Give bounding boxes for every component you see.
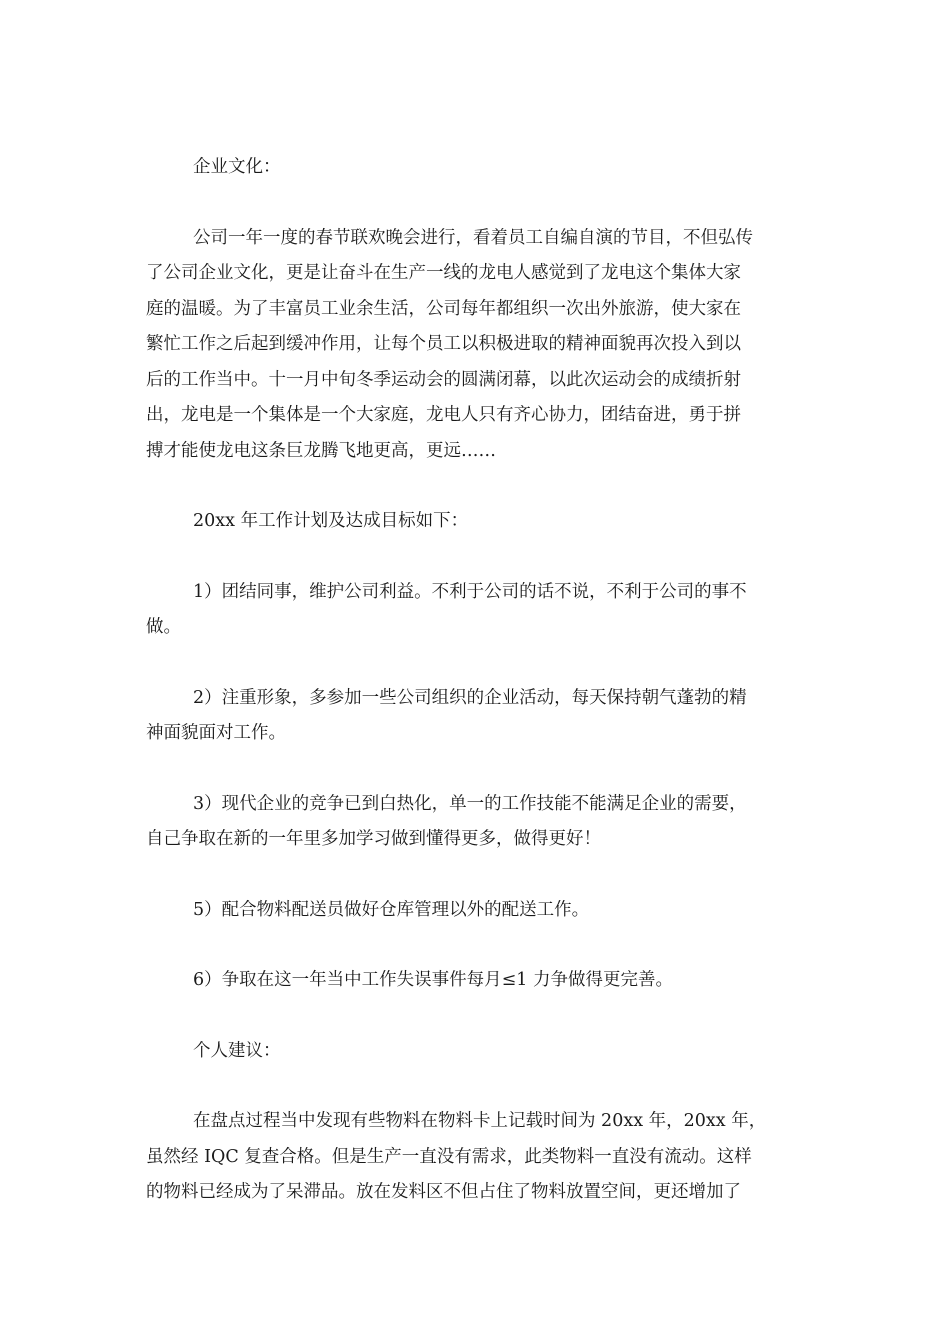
- culture-line-7: 搏才能使龙电这条巨龙腾飞地更高，更远……: [146, 440, 496, 461]
- plan-heading-block: [146, 504, 798, 540]
- culture-line-2: 了公司企业文化，更是让奋斗在生产一线的龙电人感觉到了龙电这个集体大家: [146, 263, 741, 283]
- culture-line-1: 公司一年一度的春节联欢晚会进行，看着员工自编自演的节目，不但弘传: [193, 227, 753, 248]
- suggestion-line-1: 在盘点过程当中发现有些物料在物料卡上记载时间为 20xx 年，20xx 年，: [193, 1111, 767, 1131]
- culture-heading-block: [146, 150, 798, 186]
- suggestion-heading: 个人建议：: [193, 1040, 281, 1061]
- suggestion-heading-block: [146, 1034, 798, 1070]
- plan-item-2: [146, 681, 798, 752]
- culture-line-6: 出，龙电是一个集体是一个大家庭，龙电人只有齐心协力，团结奋进，勇于拼: [146, 405, 741, 425]
- plan-item-2-line-2: 神面貌面对工作。: [146, 723, 286, 743]
- suggestion-paragraph: [146, 1104, 798, 1211]
- culture-line-4: 繁忙工作之后起到缓冲作用，让每个员工以积极进取的精神面貌再次投入到以: [146, 334, 741, 354]
- plan-item-2-line-1: 2）注重形象，多参加一些公司组织的企业活动，每天保持朝气蓬勃的精: [193, 687, 747, 708]
- plan-item-1-line-2: 做。: [146, 617, 181, 637]
- culture-line-5: 后的工作当中。十一月中旬冬季运动会的圆满闭幕，以此次运动会的成绩折射: [146, 369, 741, 390]
- culture-line-3: 庭的温暖。为了丰富员工业余生活，公司每年都组织一次出外旅游，使大家在: [146, 298, 741, 319]
- document-page: [146, 150, 798, 1246]
- plan-item-6-line-1: 6）争取在这一年当中工作失误事件每月≤1 力争做得更完善。: [193, 970, 673, 990]
- plan-item-1: [146, 575, 798, 646]
- plan-item-6: [146, 963, 798, 999]
- plan-item-5-line-1: 5）配合物料配送员做好仓库管理以外的配送工作。: [193, 899, 590, 920]
- suggestion-line-2: 虽然经 IQC 复查合格。但是生产一直没有需求，此类物料一直没有流动。这样: [146, 1146, 752, 1167]
- suggestion-line-3: 的物料已经成为了呆滞品。放在发料区不但占住了物料放置空间，更还增加了: [146, 1182, 741, 1202]
- plan-item-3-line-1: 3）现代企业的竞争已到白热化，单一的工作技能不能满足企业的需要，: [193, 793, 747, 814]
- culture-heading: 企业文化：: [193, 157, 281, 177]
- plan-item-5: [146, 893, 798, 929]
- culture-paragraph: [146, 221, 798, 470]
- plan-heading: 20xx 年工作计划及达成目标如下：: [193, 511, 469, 531]
- plan-item-3: [146, 787, 798, 858]
- plan-item-3-line-2: 自己争取在新的一年里多加学习做到懂得更多，做得更好！: [146, 829, 601, 849]
- plan-item-1-line-1: 1）团结同事，维护公司利益。不利于公司的话不说，不利于公司的事不: [193, 581, 747, 602]
